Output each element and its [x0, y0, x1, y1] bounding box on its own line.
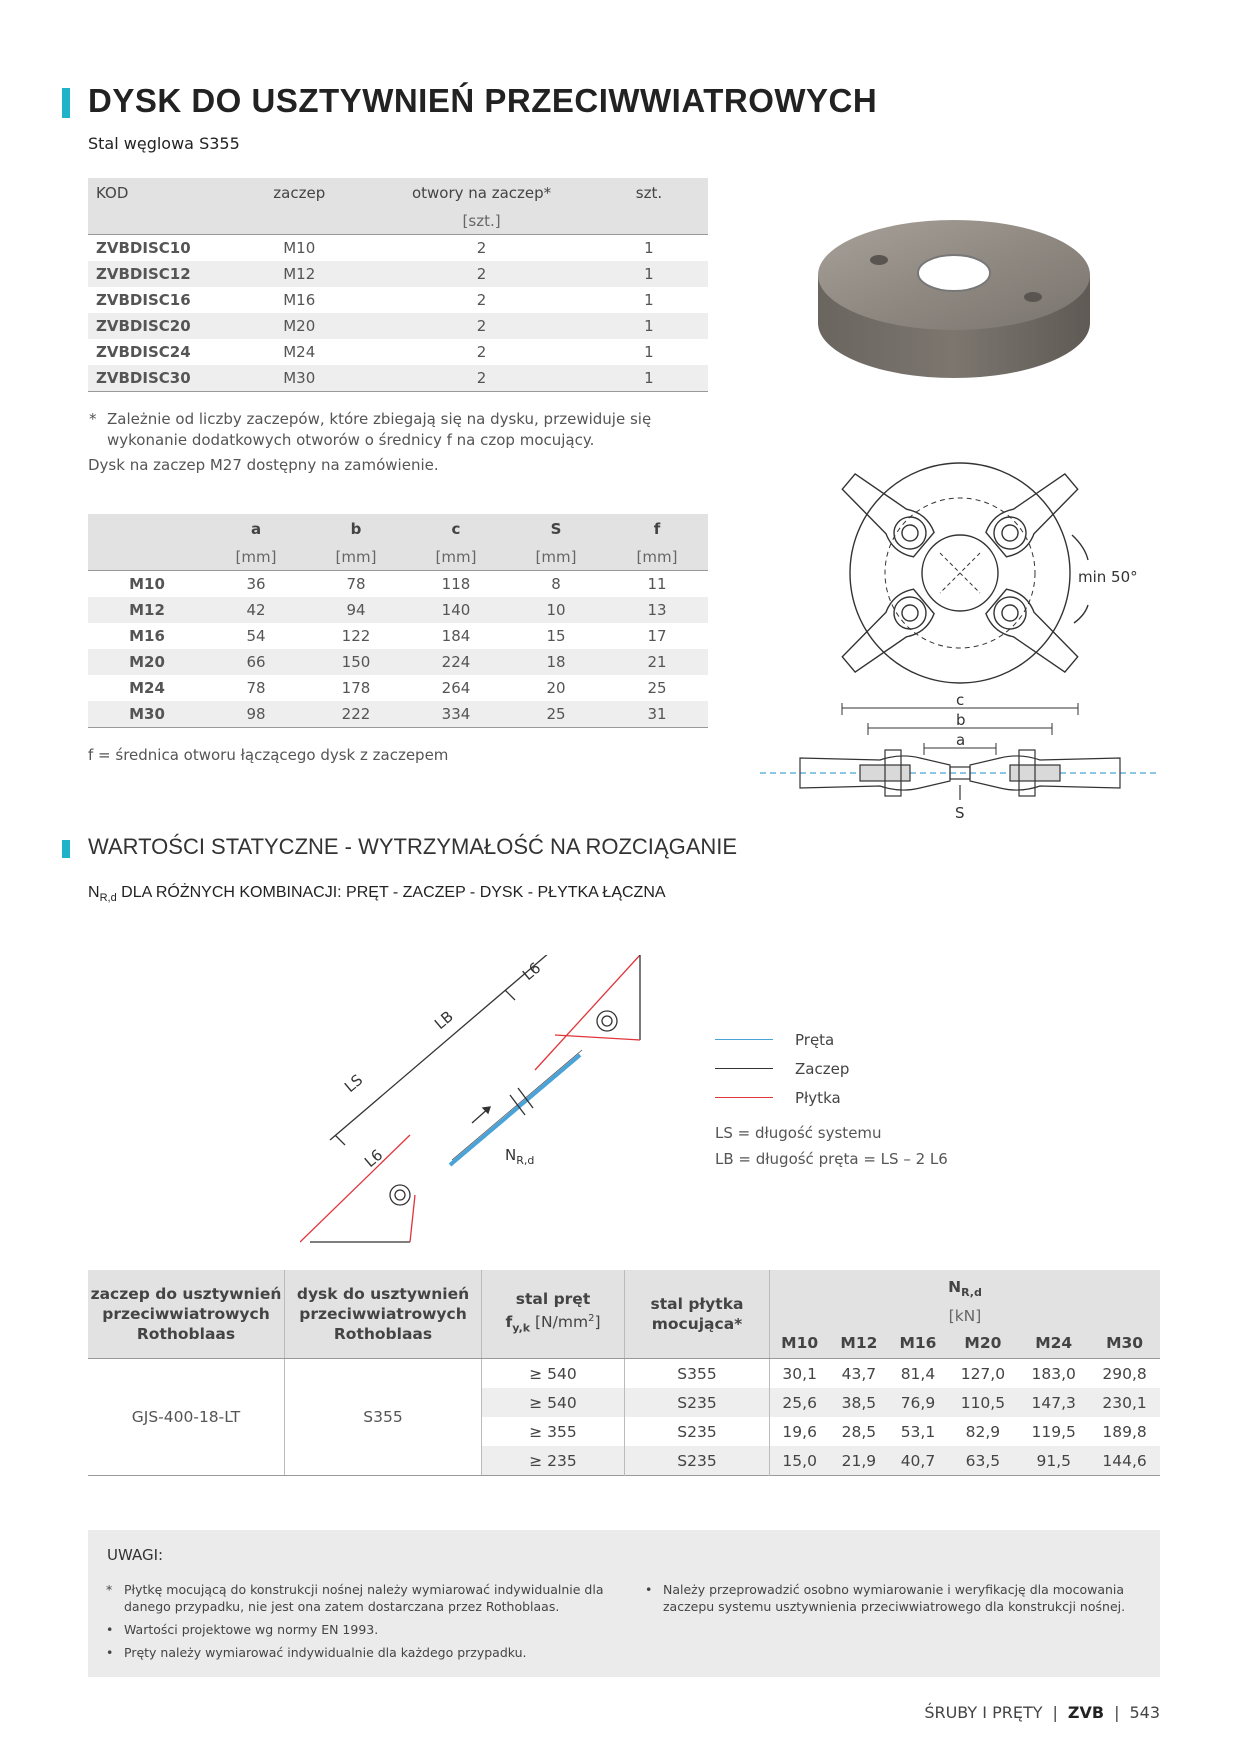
footer-separator: |: [1052, 1703, 1058, 1722]
section2-title: WARTOŚCI STATYCZNE - WYTRZYMAŁOŚĆ NA ROZCIĄGANIE: [88, 834, 738, 859]
col-zaczep-header: zaczep do usztywnień przeciwwiatrowych Rothoblaas: [88, 1270, 285, 1359]
dysk-value: S355: [285, 1359, 482, 1476]
notes-title: UWAGI:: [107, 1546, 164, 1564]
page-number: 543: [1129, 1703, 1160, 1722]
size-header: M10: [781, 1334, 819, 1352]
col-f-header: f: [653, 520, 661, 538]
legend-line-zaczep: [715, 1068, 773, 1069]
col-stal-pret-header: stal pręt $f_{y,k}$ $[N/mm^2]$: [482, 1270, 625, 1359]
table-row: M24 78 178 264 20 25: [129, 679, 667, 697]
size-header: M20: [964, 1334, 1002, 1352]
kn-unit: [kN]: [948, 1307, 982, 1325]
col-plytka-header: stal płytka mocująca*: [625, 1270, 770, 1359]
dim-c-label: c: [956, 691, 965, 709]
l6-upper-label: L6: [519, 958, 545, 985]
codes-table: [88, 178, 708, 392]
dim-b-label: b: [956, 711, 966, 729]
col-zaczep-header: zaczep: [273, 184, 326, 202]
note-item: • Pręty należy wymiarować indywidualnie dla każdego przypadku.: [106, 1645, 527, 1660]
dim-s-label: S: [955, 804, 965, 822]
lb-label: LB: [431, 1007, 457, 1034]
table-row: M20 66 150 224 18 21: [88, 649, 708, 675]
legend-item: Zaczep: [715, 1054, 849, 1083]
col-otwory-header: otwory na zaczep*: [411, 184, 552, 202]
footer-separator: |: [1114, 1703, 1120, 1722]
section2-accent-bar: [62, 840, 70, 858]
legend: [715, 1025, 849, 1112]
section2-subtitle: $N_{R,d}$ DLA RÓŻNYCH KOMBINACJI: PRĘT - ZACZEP - DYSK - PŁYTKA ŁĄCZNA: [88, 884, 666, 905]
nrd-header: $N_{R,d}$: [948, 1278, 982, 1300]
l6-lower-label: L6: [361, 1145, 387, 1172]
notes-right-column: [645, 1581, 1140, 1615]
table-row: ZVBDISC20 M20 2 1: [88, 313, 708, 339]
ls-definition: LS = długość systemu: [715, 1124, 882, 1142]
dim-a-label: a: [956, 731, 966, 749]
title-accent-bar: [62, 88, 70, 118]
size-header: M16: [899, 1334, 937, 1352]
page-title: DYSK DO USZTYWNIEŃ PRZECIWWIATROWYCH: [88, 82, 878, 119]
table-row: ≥ 355 S235 19,6 28,5 53,1 82,9 119,5 189,8: [88, 1417, 1160, 1446]
footnote-star: *: [89, 410, 97, 428]
codes-table-header: [88, 178, 708, 208]
size-header: M30: [1106, 1334, 1144, 1352]
dimensions-table: a b c S f [mm] [mm] [mm] [mm] [mm] M10 36 78 118 8 11 M12 42 94 140 10 13 M16 54 122 184 15 17 M20 66 150 224 18 21 M24 78 178 264 20 25 M30 98 222 334 25 31: [88, 514, 708, 728]
table-row: GJS-400-18-LT S355 ≥ 540 S355 30,1 43,7 81,4 127,0 183,0 290,8: [88, 1359, 1160, 1389]
table-row: ZVBDISC24 M24 2 1: [96, 343, 654, 361]
legend-item: Pręta: [715, 1025, 849, 1054]
holes-unit: [szt.]: [462, 212, 501, 230]
legend-item: Płytka: [715, 1083, 849, 1112]
col-dysk-header: dysk do usztywnień przeciwwiatrowych Rothoblaas: [285, 1270, 482, 1359]
zaczep-value: GJS-400-18-LT: [88, 1359, 285, 1476]
disc-technical-drawing: [760, 455, 1160, 825]
note-item: • Wartości projektowe wg normy EN 1993.: [106, 1622, 379, 1637]
table-row: M30 98 222 334 25 31: [88, 701, 708, 728]
table-row: M12 42 94 140 10 13: [88, 597, 708, 623]
m27-note: Dysk na zaczep M27 dostępny na zamówienie.: [88, 456, 439, 474]
col-a-header: a: [250, 520, 262, 538]
strength-table: [88, 1270, 1160, 1476]
table-row: ≥ 540 S235 25,6 38,5 76,9 110,5 147,3 230,1: [88, 1388, 1160, 1417]
size-header: M24: [1035, 1334, 1073, 1352]
size-header: M12: [840, 1334, 878, 1352]
disc-photo: [810, 205, 1100, 385]
col-c-header: c: [451, 520, 461, 538]
legend-line-plytka: [715, 1097, 773, 1098]
notes-box: [88, 1530, 1160, 1677]
note-item: * Płytkę mocującą do konstrukcji nośnej należy wymiarować indywidualnie dla danego przypadku, nie jest ona zatem dostarczana przez Rothoblaas.: [106, 1582, 604, 1614]
table-row: ≥ 235 S235 15,0 21,9 40,7 63,5 91,5 144,6: [88, 1446, 1160, 1476]
table-row: ZVBDISC10 M10 2 1: [96, 239, 654, 257]
table-row: ZVBDISC16 M16 2 1: [96, 291, 654, 309]
col-b-header: b: [350, 520, 362, 538]
nrd-label: $N_{R,d}$: [505, 1146, 535, 1167]
footnote-text: Zależnie od liczby zaczepów, które zbiegają się na dysku, przewiduje się wykonanie dodatkowych otworów o średnicy f na czop mocujący.: [107, 410, 652, 449]
notes-left-column: [106, 1581, 606, 1661]
min-angle-label: min 50°: [1078, 568, 1138, 586]
table-row: ZVBDISC30 M30 2 1: [88, 365, 708, 392]
col-szt-header: szt.: [635, 184, 663, 202]
bracing-diagram: [300, 955, 660, 1255]
table-row: M10 36 78 118 8 11: [129, 575, 667, 593]
ls-label: LS: [341, 1070, 367, 1097]
page-footer: [924, 1703, 1160, 1722]
col-s-header: S: [550, 520, 562, 538]
f-note: f = średnica otworu łączącego dysk z zaczepem: [88, 746, 449, 764]
footer-code: ZVB: [1067, 1703, 1105, 1722]
col-kod-header: KOD: [96, 184, 129, 202]
note-item: • Należy przeprowadzić osobno wymiarowanie i weryfikację dla mocowania zaczepu systemu usztywnienia przeciwwiatrowego dla konstrukcji nośnej.: [645, 1582, 1126, 1614]
table-row: ZVBDISC12 M12 2 1: [88, 261, 708, 287]
table-row: M16 54 122 184 15 17: [129, 627, 667, 645]
lb-definition: LB = długość pręta = LS – 2 L6: [715, 1150, 948, 1168]
footer-section: ŚRUBY I PRĘTY: [924, 1703, 1043, 1722]
page-subtitle: Stal węglowa S355: [88, 134, 240, 153]
legend-line-preta: [715, 1039, 773, 1040]
